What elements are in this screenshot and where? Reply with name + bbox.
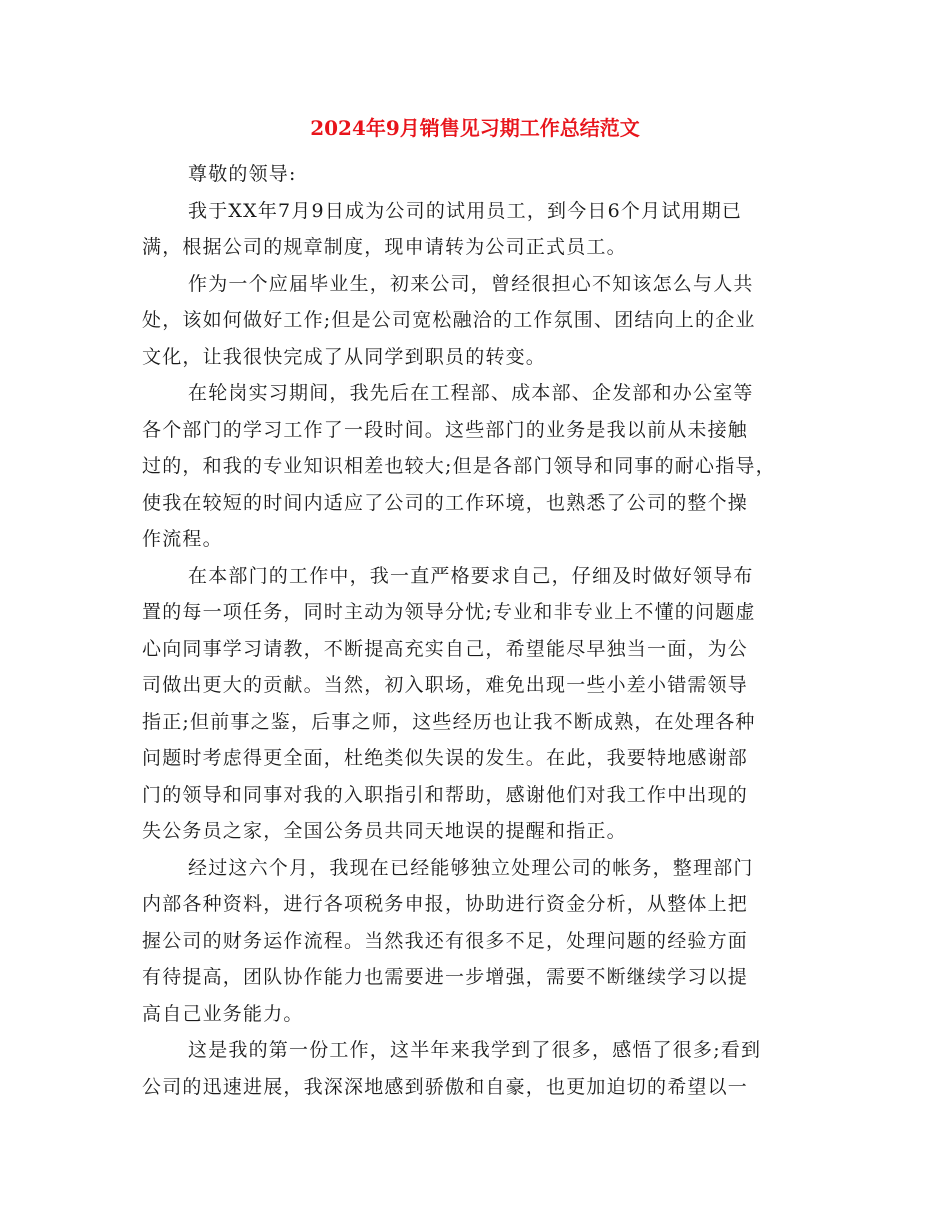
text-line: 文化，让我很快完成了从同学到职员的转变。 [142,345,547,368]
text-line: 各个部门的学习工作了一段时间。这些部门的业务是我以前从未接触 [142,418,749,441]
text-line: 作流程。 [142,528,223,550]
text-line: 心向同事学习请教，不断提高充实自己，希望能尽早独当一面，为公 [142,637,749,660]
text-line: 尊敬的领导: [188,163,297,185]
text-line: 过的，和我的专业知识相差也较大;但是各部门领导和同事的耐心指导， [142,455,776,477]
text-line: 门的领导和同事对我的入职指引和帮助，感谢他们对我工作中出现的 [142,783,749,806]
document-body [142,156,812,1105]
text-line: 问题时考虑得更全面，杜绝类似失误的发生。在此，我要特地感谢部 [142,747,749,769]
text-line: 在轮岗实习期间，我先后在工程部、成本部、企发部和办公室等 [188,382,754,404]
text-line: 内部各种资料，进行各项税务申报，协助进行资金分析，从整体上把 [142,893,749,915]
text-line: 使我在较短的时间内适应了公司的工作环境，也熟悉了公司的整个操 [142,491,749,514]
text-line: 高自己业务能力。 [142,1002,304,1025]
text-line: 有待提高，团队协作能力也需要进一步增强，需要不断继续学习以提 [142,966,749,988]
text-line: 我于XX年7月9日成为公司的试用员工，到今日6个月试用期已 [188,199,743,222]
text-line: 处，该如何做好工作;但是公司宽松融洽的工作氛围、团结向上的企业 [142,309,756,331]
text-line: 置的每一项任务，同时主动为领导分忧;专业和非专业上不懂的问题虚 [142,601,756,623]
text-line: 司做出更大的贡献。当然，初入职场，难免出现一些小差小错需领导 [142,674,749,696]
text-line: 握公司的财务运作流程。当然我还有很多不足，处理问题的经验方面 [142,929,749,952]
text-line: 公司的迅速进展，我深深地感到骄傲和自豪，也更加迫切的希望以一 [142,1075,749,1098]
text-line: 这是我的第一份工作，这半年来我学到了很多，感悟了很多;看到 [188,1039,762,1061]
text-line: 指正;但前事之鉴，后事之师，这些经历也让我不断成熟，在处理各种 [142,710,756,733]
text-line: 在本部门的工作中，我一直严格要求自己，仔细及时做好领导布 [188,564,754,587]
text-line: 经过这六个月，我现在已经能够独立处理公司的帐务，整理部门 [188,856,754,879]
text-line: 满，根据公司的规章制度，现申请转为公司正式员工。 [142,236,627,258]
document-title: 2024年9月销售见习期工作总结范文 [310,116,640,140]
text-line: 作为一个应届毕业生，初来公司，曾经很担心不知该怎么与人共 [188,272,754,295]
text-line: 失公务员之家，全国公务员共同天地误的提醒和指正。 [142,820,627,842]
